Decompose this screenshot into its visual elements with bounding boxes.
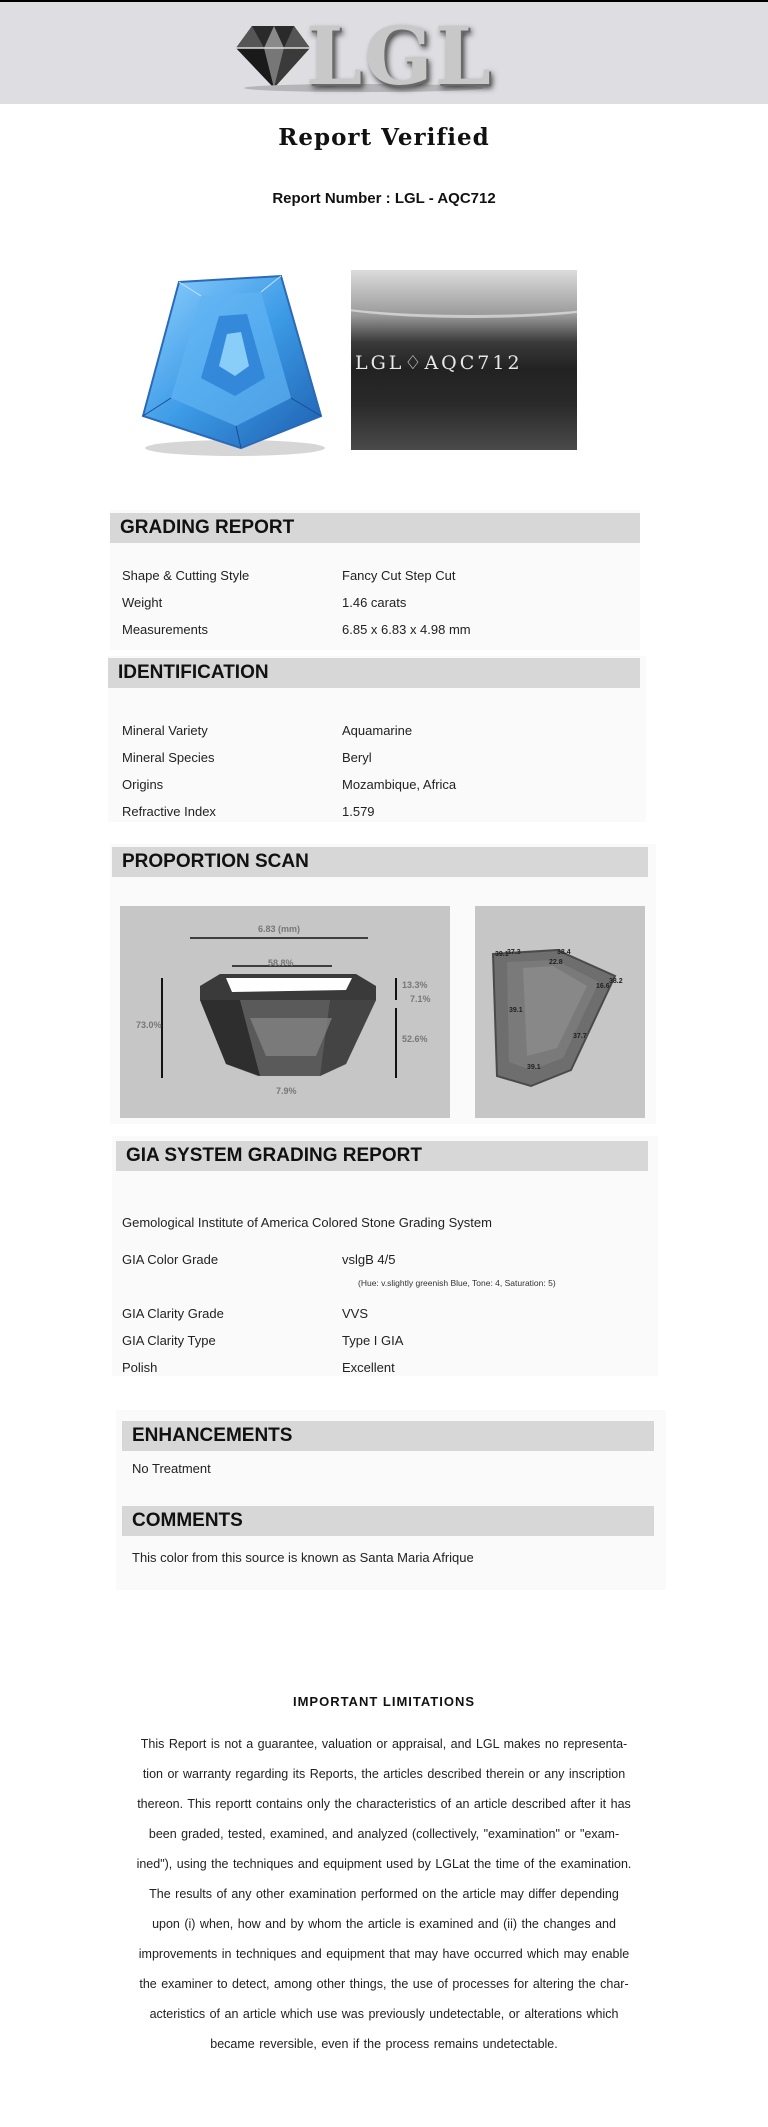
comments-heading: COMMENTS [122, 1506, 654, 1536]
grading-row-label: Measurements [122, 622, 208, 637]
identification-heading: IDENTIFICATION [108, 658, 640, 688]
top-value: 38.4 [557, 949, 571, 956]
top-value: 37.3 [507, 949, 521, 956]
page-title: Report Verified [278, 124, 490, 151]
header-band [0, 2, 768, 104]
identification-row-value: 1.579 [342, 804, 375, 819]
gia-row-value: Type I GIA [342, 1333, 404, 1348]
limitations-line: thereon. This reportt contains only the characteristics of an article described after it has [137, 1797, 631, 1811]
limitations-line: tion or warranty regarding its Reports, the articles described therein or any inscription [142, 1767, 626, 1781]
gia-row-value: VVS [342, 1306, 369, 1321]
width-label: 6.83 (mm) [258, 924, 301, 934]
identification-row-value: Mozambique, Africa [342, 777, 457, 792]
limitations-line: ined"), using the techniques and equipment used by LGLat the time of the examination. [136, 1857, 632, 1871]
report-number: Report Number : LGL - AQC712 [272, 190, 496, 207]
top-value: 37.7 [573, 1033, 587, 1040]
top-view-drawing [475, 906, 645, 1118]
grading-row-value: 1.46 carats [342, 595, 407, 610]
limitations-line: upon (i) when, how and by whom the article is examined and (ii) the changes and [152, 1917, 616, 1931]
limitations-line: the examiner to detect, among other things, the use of processes for altering the char- [139, 1977, 629, 1991]
top-value: 39.1 [527, 1064, 541, 1071]
depth-pct: 73.0% [136, 1020, 162, 1030]
limitations-heading: IMPORTANT LIMITATIONS [292, 1694, 476, 1709]
limitations-line: became reversible, even if the process remains undetectable. [210, 2037, 558, 2051]
comments-text: This color from this source is known as Santa Maria Afrique [132, 1550, 474, 1565]
inscription-text: LGL♢AQC712 [355, 352, 523, 374]
side-view-diagram [120, 906, 450, 1118]
limitations-line: This Report is not a guarantee, valuation or appraisal, and LGL makes no representa- [140, 1737, 628, 1751]
grading-row-value: 6.85 x 6.83 x 4.98 mm [342, 622, 471, 637]
gia-row-label: GIA Clarity Type [122, 1333, 216, 1348]
top-view-diagram [475, 906, 645, 1118]
grading-report-heading: GRADING REPORT [110, 513, 640, 543]
top-value: 22.8 [549, 959, 563, 966]
gia-system-name: Gemological Institute of America Colored Stone Grading System [122, 1215, 492, 1230]
gia-color-value: vslgB 4/5 [342, 1252, 396, 1267]
ring-highlight [351, 278, 577, 318]
culet-pct: 7.9% [276, 1086, 297, 1096]
grading-row-label: Weight [122, 595, 163, 610]
limitations-line: improvements in techniques and equipment that may have occurred which may enable [138, 1947, 630, 1961]
identification-row-label: Mineral Variety [122, 723, 208, 738]
table-pct: 58.8% [268, 958, 294, 968]
identification-row-value: Beryl [342, 750, 372, 765]
enhancements-heading: ENHANCEMENTS [122, 1421, 654, 1451]
inscription-photo [351, 270, 577, 450]
top-value: 38.2 [609, 978, 623, 985]
gem-photo [131, 266, 331, 466]
gia-heading: GIA SYSTEM GRADING REPORT [116, 1141, 648, 1171]
limitations-body [118, 1729, 650, 2059]
pavilion-pct: 52.6% [402, 1034, 428, 1044]
gia-row-label: GIA Clarity Grade [122, 1306, 224, 1321]
identification-row-label: Origins [122, 777, 164, 792]
gia-color-note: (Hue: v.slightly greenish Blue, Tone: 4, Saturation: 5) [358, 1278, 556, 1288]
grading-row-label: Shape & Cutting Style [122, 568, 250, 583]
limitations-line: been graded, tested, examined, and analyzed (collectively, "examination" or "exam- [148, 1827, 620, 1841]
top-value: 39.1 [495, 951, 509, 958]
limitations-line: acteristics of an article which use was previously undetectable, or alterations which [149, 2007, 619, 2021]
proportion-scan-heading: PROPORTION SCAN [112, 847, 648, 877]
logo-text: LGL [306, 9, 493, 103]
top-value: 16.6 [596, 983, 610, 990]
gia-row-label: Polish [122, 1360, 158, 1375]
identification-row-label: Refractive Index [122, 804, 216, 819]
grading-row-value: Fancy Cut Step Cut [342, 568, 456, 583]
identification-row-value: Aquamarine [342, 723, 413, 738]
top-value: 39.1 [509, 1007, 523, 1014]
enhancements-text: No Treatment [132, 1461, 211, 1476]
limitations-line: The results of any other examination performed on the article may differ depending [149, 1887, 619, 1901]
gia-color-label: GIA Color Grade [122, 1252, 219, 1267]
identification-row-label: Mineral Species [122, 750, 215, 765]
gia-row-value: Excellent [342, 1360, 395, 1375]
girdle-pct: 7.1% [410, 994, 431, 1004]
crown-pct: 13.3% [402, 980, 428, 990]
